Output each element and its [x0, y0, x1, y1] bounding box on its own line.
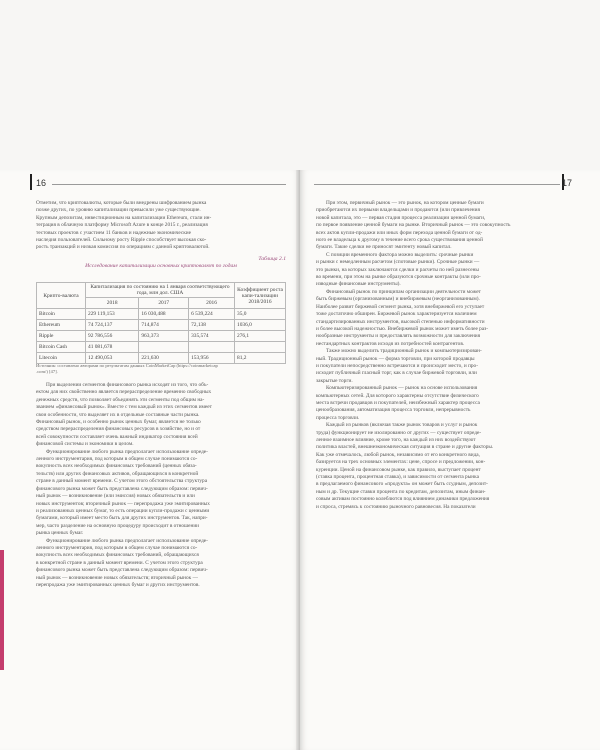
cell-value: 81,2: [235, 353, 286, 364]
cell-value: 335,574: [189, 331, 235, 342]
col-header-capitalization: Капитализация по состоянию на 1 января соответствующего года, млн дол. США: [86, 283, 235, 298]
cell-value: [235, 342, 286, 353]
text-line: Отметим, что криптовалюты, которые были внедрены шифрованием рынка: [36, 200, 207, 206]
paragraph: Также можно выделить традиционный рынок и компьютеризирован- ный. Традиционный рынок — форма торговли, при которой продавцы и покупатели непосредственно встречаются и происходит место, и про- исходит публичный гласный торг, как в случае биржевой торговли, или закрытые торги.: [316, 348, 482, 384]
cell-value: 12 490,053: [86, 353, 139, 364]
left-page: [0, 170, 300, 750]
cell-value: 35,0: [235, 309, 286, 320]
col-header-coefficient: Коэффициент роста капи-тализации 2018/2016: [235, 283, 286, 309]
col-header-year: 2018: [86, 298, 139, 309]
paragraph: Функционирование любого рынка предполагает использование опреде- ленного инструментария, под которым в общем случае понимаются со- вокупность всех необходимых финансовых требований (ценных обяза- тельств) или других финансовых активов, обращающихся в конкретной стране в данный момент времени. С учетом этого обстоятельства структура финансового рынка может быть представлена следующим образом: первич- ный рынок — возникновение (или эмиссия) новых обязательств и или новых инструментов; вторичный рынок — перепродажа уже эмитированных и реализованных ценных бумаг, то есть операции купли-продажи с ценными бумагами, который имеет место быть для других инструментов. Так, напри- мер, часто разделение на основную процедуру происходит в отношении рынка ценных бумаг.: [36, 448, 210, 537]
note-line: Источник: составлено авторами по результатам данных CoinMarketCap (https://coinmarketcap: [36, 363, 218, 368]
header-rule: [52, 184, 286, 185]
paragraph: Каждый из рынков (включая также рынок товаров и услуг и рынок труда) функционирует не изолированно от других — существует опреде- ленное взаимное влияние, кроме того, на каждый из них воздействуют политика властей, внешнеэкономическая ситуация в стране и другие факторы. Как уже отмечалось, любой рынок, независимо от его конкретного вида, базируется на трех основных элементах: цене, спросе и предложении, кон- куренции. Ценой на финансовом рынке, как правило, выступает процент (ставка процента, процентная ставка), и зависимости от сегмента рынка в предлагаемого финансового «продукта» он может быть ссудным, депозит- ным и др. Текущие ставки процента по кредитам, депозитам, иным финан- совым активам постоянно колеблются под влиянием динамики предложения и спроса, стремясь к состоянию рыночного равновесия. На показатели: [316, 422, 494, 510]
cell-value: 1036,0: [235, 320, 286, 331]
paragraph: При этом, первичный рынок — это рынок, на котором ценные бумаги приобретаются их первыми владельцами и продаются (или привлечения новой капитала, это — первая стадия процесса реализации ценной бумаги, по первое появление ценной бумаги на рынке. Вторичный рынок — это совокупность всех актов купли-продажи или иных форм перехода ценной бумаги от од- ного ее владельца к другому в течение всего срока существования ценной бумаги. Такие сделки не приносят эмитенту новый капитал.: [316, 200, 511, 251]
body-text: [36, 382, 286, 589]
cell-name: Ethereum: [37, 320, 86, 331]
text-line: теграция в облачную платформу Microsoft Azure в конце 2015 г., реализация: [36, 222, 208, 229]
right-page: [300, 170, 600, 750]
table-row: [37, 309, 286, 320]
cell-value: 92 786,556: [86, 331, 139, 342]
cell-value: 41 081,678: [86, 342, 139, 353]
text-line: позже других, по уровню капитализации превысили уже существующие.: [36, 207, 201, 214]
col-header-year: 2017: [139, 298, 189, 309]
intro-text: [36, 200, 286, 252]
body-text: [316, 200, 568, 511]
cell-value: 16 030,488: [139, 309, 189, 320]
cell-value: [139, 342, 189, 353]
table-number: Таблица 2.1: [258, 256, 286, 262]
cell-value: 72,138: [189, 320, 235, 331]
cell-value: 153,956: [189, 353, 235, 364]
paragraph: При выделении сегментов финансового рынка исходят из того, что объ- ектом для них свойственно является перераспределение временно свободных денежных средств, что позволяет объединять эти сегменты под общим на- званием «финансовый рынок». Вместе с тем каждый из этих сегментов имеет свои особенности, что выделяет их в отдельные составные части рынка. Финансовый рынок, и особенно рынок ценных бумаг, является не только средством перераспределения финансовых ресурсов в хозяйстве, но и от всей совокупности составляет очень важный индикатор состояния всей финансовой системы и экономики в целом.: [36, 382, 212, 448]
folio-bar: [30, 174, 32, 190]
paragraph: Компьютеризированный рынок — рынок на основе использования компьютерных сетей. Для которого характерны отсутствие физического места встречи продавцов и покупателей, неизбежный характер процесса ценообразования, автоматизация процесса торговли, непрерывность процесса торговли.: [316, 385, 480, 421]
paragraph: С позиции временного фактора можно выделить: срочные рынки и рынки с немедленным расчетом (спотовые рынки). Срочные рынки — это рынки, на которых заключаются сделки и расчеты по ней разнесены во времени, при этом на рынке образуются срочные контракты (или про- изводные финансовые инструменты).: [316, 251, 481, 288]
cell-value: 714,874: [139, 320, 189, 331]
col-header-name: Крипто-валюта: [37, 283, 86, 309]
table-row: [37, 342, 286, 353]
header-rule: [314, 184, 560, 185]
paragraph: Финансовый рынок по принципам организации деятельности может быть биржевым (организованным) и внебиржевым (неорганизованным). Наиболее развит биржевой сегмент рынка, хотя внебиржевой его уступает тоже достаточно обширен. Биржевой рынок характеризуется наличием стандартизированных инструментов, высокой степенью информативности и более высокой надежностью. Внебиржевой рынок может иметь более раз- нообразные инструменты и предоставлять возможности для заключения нестандартных контрактов исходя из потребностей контрагентов.: [316, 288, 489, 347]
page-number: 17: [561, 178, 572, 188]
cell-value: 6 539,224: [189, 309, 235, 320]
text-line: рость транзакций и низкая комиссия по операциям с данной криптовалютой.: [36, 244, 210, 251]
cell-value: 221,630: [139, 353, 189, 364]
cell-name: Bitcoin: [37, 309, 86, 320]
cell-name: Ripple: [37, 331, 86, 342]
cell-name: Litecoin: [37, 353, 86, 364]
cell-name: Bitcoin Cash: [37, 342, 86, 353]
table-row: [37, 331, 286, 342]
paragraph: Функционирование любого рынка предполагает использование опреде- ленного инструментария, под которым в общем случае понимаются со- вокупность всех необходимых финансовых требований, обращающихся в конкретной стране в данный момент времени. С учетом этого структура финансового рынка может быть представлена следующим образом: первич- ный рынок — возникновение новых обязательств; вторичный рынок — перепродажа уже эмитированных ценных бумаг и других инструментов.: [36, 537, 208, 588]
text-line: Крупным депозитам, инвестиционным на капитализации Ethereum, стали ин-: [36, 214, 212, 221]
text-line: тестовых проектов с участием 11 банков и надежные экономические: [36, 229, 191, 236]
cell-value: 963,373: [139, 331, 189, 342]
cell-value: [189, 342, 235, 353]
table-title: Исследование капитализации основных криптовалют по годам: [85, 263, 237, 269]
table-caption: [36, 256, 286, 269]
cell-value: 74 724,137: [86, 320, 139, 331]
crypto-capitalization-table: [36, 282, 286, 364]
page-number: 16: [36, 178, 47, 188]
text-line: наследия пользователей. Сильному росту Ripple способствует высокая ско-: [36, 237, 207, 244]
table-source-note: [36, 363, 286, 375]
col-header-year: 2016: [189, 298, 235, 309]
cell-value: 229 119,153: [86, 309, 139, 320]
cell-value: 276,1: [235, 331, 286, 342]
table-row: [37, 320, 286, 331]
table-row: [37, 353, 286, 364]
note-line: .com/) [47].: [36, 369, 58, 375]
margin-accent-bar: [0, 550, 4, 670]
